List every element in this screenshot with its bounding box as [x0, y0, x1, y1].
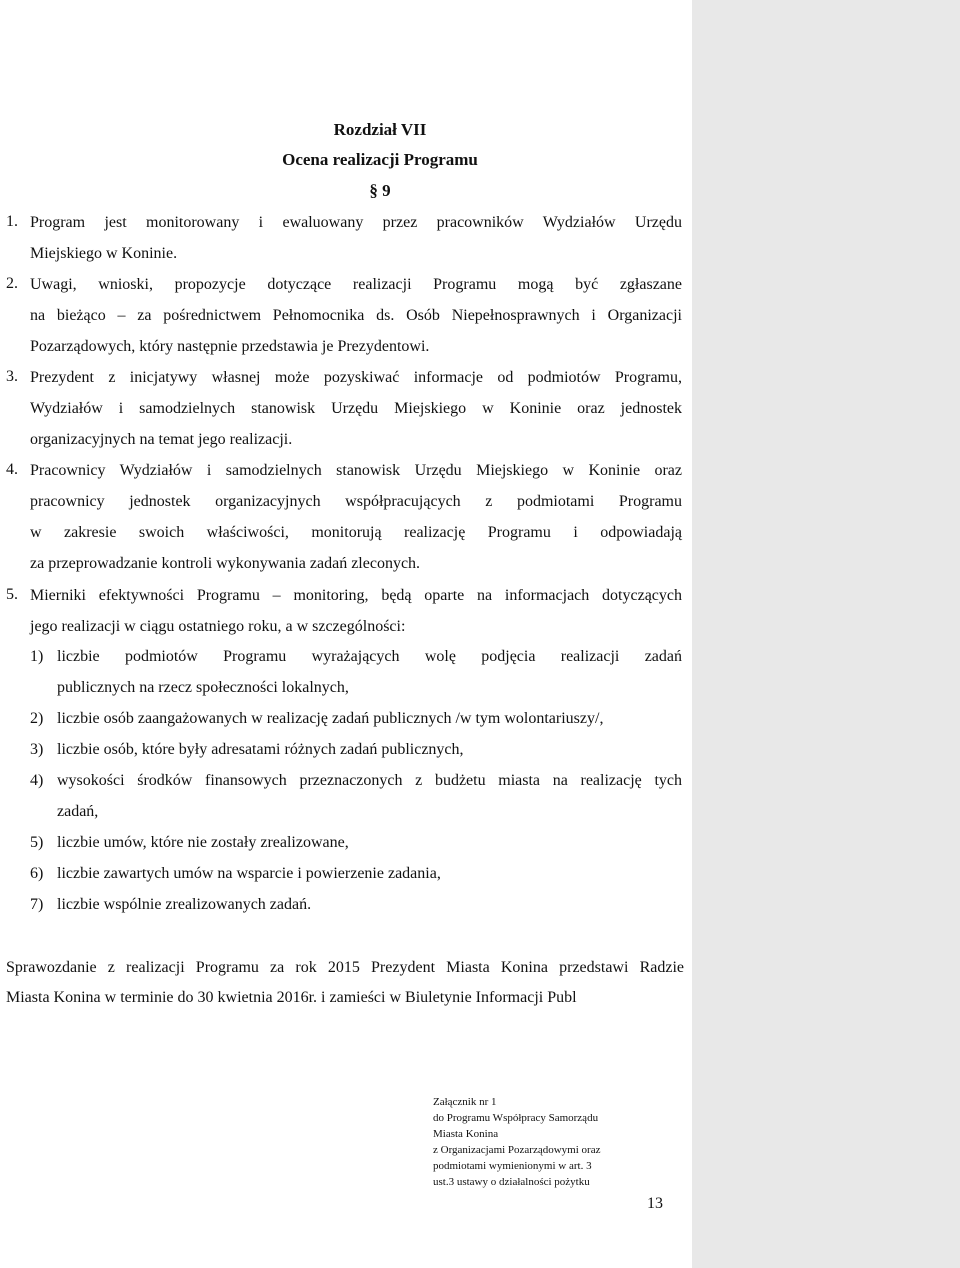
chapter-title: Ocena realizacji Programu: [282, 150, 478, 169]
point-line: Wydziałów i samodzielnych stanowisk Urzędu Miejskiego w Koninie oraz jednostek: [30, 400, 682, 417]
subpoint-line: liczbie osób zaangażowanych w realizację zadań publicznych /w tym wolontariuszy/,: [57, 710, 604, 727]
subpoint-number: 2): [30, 710, 44, 727]
annex-note-line: z Organizacjami Pozarządowymi oraz: [433, 1144, 601, 1156]
report-paragraph-line: Miasta Konina w terminie do 30 kwietnia 2016r. i zamieści w Biuletynie Informacji Publ: [6, 989, 577, 1006]
annex-note-line: Miasta Konina: [433, 1128, 499, 1140]
subpoint-line: wysokości środków finansowych przeznaczonych z budżetu miasta na realizację tych: [57, 772, 682, 789]
point-number: 4.: [6, 461, 18, 478]
point-line: w zakresie swoich właściwości, monitorują realizację Programu i odpowiadają: [30, 524, 682, 541]
point-line: Prezydent z inicjatywy własnej może pozyskiwać informacje od podmiotów Programu,: [30, 369, 682, 386]
subpoint-line: liczbie podmiotów Programu wyrażających wolę podjęcia realizacji zadań: [57, 648, 682, 665]
annex-note-line: do Programu Współpracy Samorządu: [433, 1112, 599, 1124]
subpoint-line: zadań,: [57, 803, 99, 820]
point-line: Program jest monitorowany i ewaluowany przez pracowników Wydziałów Urzędu: [30, 214, 682, 231]
annex-note-line: ust.3 ustawy o działalności pożytku: [433, 1176, 590, 1188]
point-line: na bieżąco – za pośrednictwem Pełnomocnika ds. Osób Niepełnosprawnych i Organizacji: [30, 307, 682, 324]
point-line: organizacyjnych na temat jego realizacji.: [30, 431, 293, 448]
point-number: 1.: [6, 213, 18, 230]
point-line: Miejskiego w Koninie.: [30, 245, 178, 262]
report-paragraph-line: Sprawozdanie z realizacji Programu za rok 2015 Prezydent Miasta Konina przedstawi Radzie: [6, 959, 684, 976]
point-line: Pozarządowych, który następnie przedstawia je Prezydentowi.: [30, 338, 430, 355]
subpoint-line: publicznych na rzecz społeczności lokalnych,: [57, 679, 349, 696]
annex-note-line: Załącznik nr 1: [433, 1096, 497, 1108]
subpoint-line: liczbie umów, które nie zostały zrealizowane,: [57, 834, 349, 851]
subpoint-number: 7): [30, 896, 44, 913]
subpoint-line: liczbie zawartych umów na wsparcie i powierzenie zadania,: [57, 865, 441, 882]
subpoint-number: 1): [30, 648, 44, 665]
subpoint-line: liczbie wspólnie zrealizowanych zadań.: [57, 896, 312, 913]
page-number: 13: [647, 1195, 663, 1212]
point-line: Pracownicy Wydziałów i samodzielnych stanowisk Urzędu Miejskiego w Koninie oraz: [30, 462, 682, 479]
subpoint-line: liczbie osób, które były adresatami różnych zadań publicznych,: [57, 741, 464, 758]
chapter-heading: Rozdział VII: [333, 120, 427, 139]
section-mark: § 9: [369, 181, 391, 200]
point-line: Mierniki efektywności Programu – monitoring, będą oparte na informacjach dotyczących: [30, 587, 682, 604]
point-line: jego realizacji w ciągu ostatniego roku, a w szczególności:: [30, 618, 406, 635]
point-line: Uwagi, wnioski, propozycje dotyczące realizacji Programu mogą być zgłaszane: [30, 276, 682, 293]
annex-note-line: podmiotami wymienionymi w art. 3: [433, 1160, 592, 1172]
point-number: 2.: [6, 275, 18, 292]
subpoint-number: 3): [30, 741, 44, 758]
subpoint-number: 4): [30, 772, 44, 789]
point-line: za przeprowadzanie kontroli wykonywania zadań zleconych.: [30, 555, 421, 572]
point-line: pracownicy jednostek organizacyjnych współpracujących z podmiotami Programu: [30, 493, 682, 510]
point-number: 3.: [6, 368, 18, 385]
subpoint-number: 6): [30, 865, 44, 882]
subpoint-number: 5): [30, 834, 44, 851]
point-number: 5.: [6, 586, 18, 603]
